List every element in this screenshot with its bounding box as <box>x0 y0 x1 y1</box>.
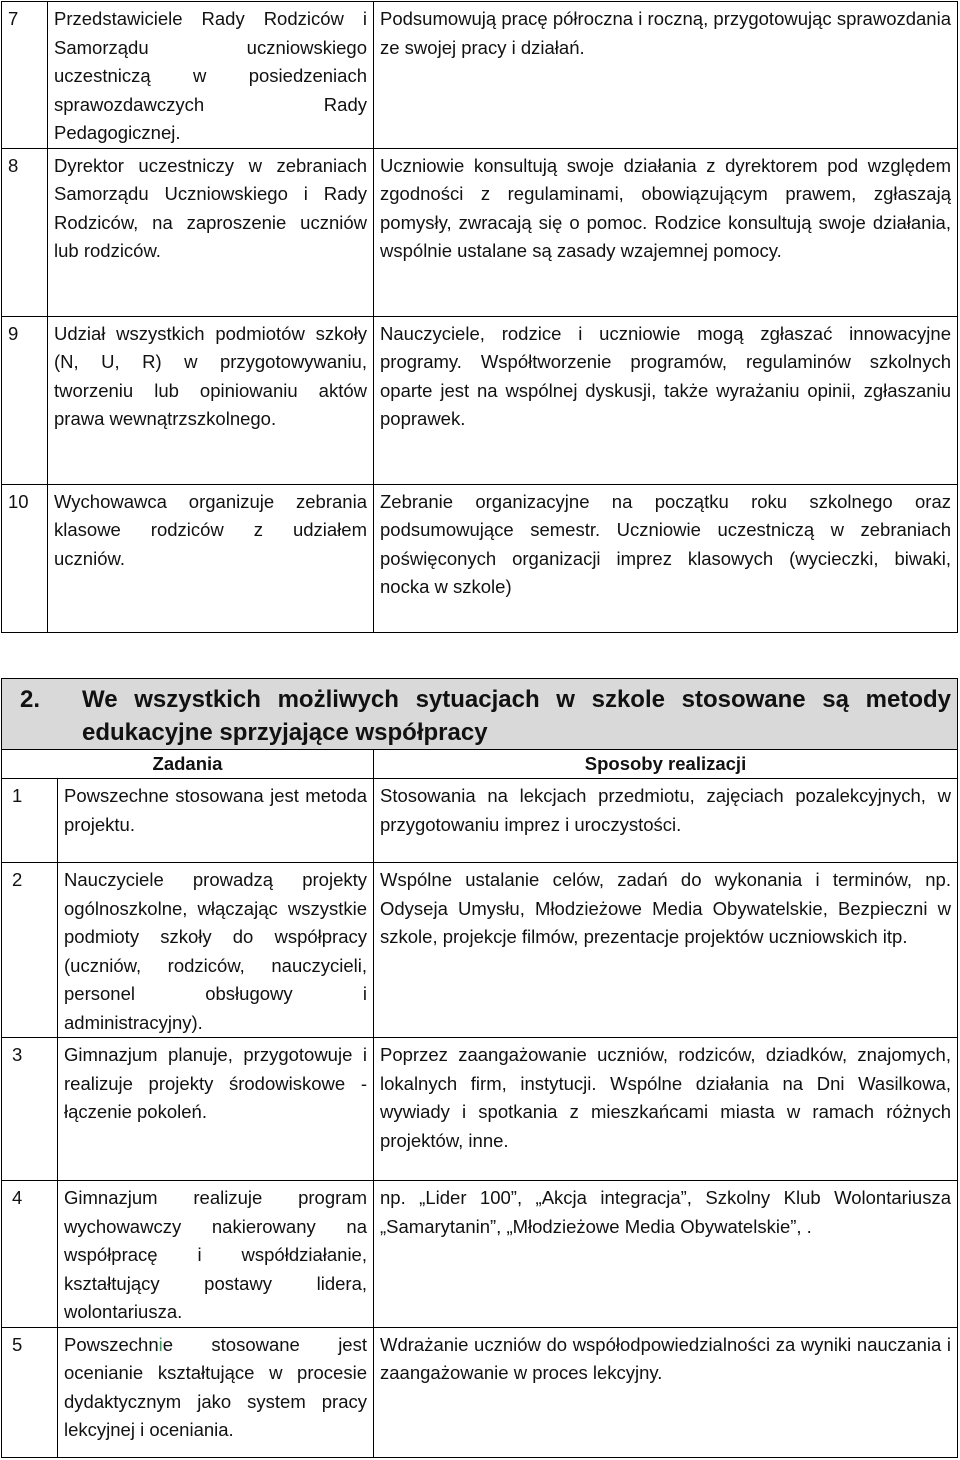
row-number: 8 <box>2 148 48 316</box>
row-number: 2 <box>2 863 58 1038</box>
method-cell: Zebranie organizacyjne na początku roku szkolnego oraz podsumowujące semestr. Uczniowie uczestniczą w zebraniach poświęconych organizacji imprez klasowych (wycieczki, biwaki, nocka w szkole) <box>374 484 958 632</box>
method-cell: Wspólne ustalanie celów, zadań do wykonania i terminów, np. Odyseja Umysłu, Młodzieżowe Media Obywatelskie, Bezpieczni w szkole, projekcje filmów, prezentacje projektów uczniowskich itp. <box>374 863 958 1038</box>
task-cell: Nauczyciele prowadzą projekty ogólnoszkolne, włączając wszystkie podmioty szkoły do współpracy (uczniów, rodziców, nauczycieli, personel obsługowy i administracyjny). <box>58 863 374 1038</box>
task-cell: Gimnazjum planuje, przygotowuje i realizuje projekty środowiskowe - łączenie pokoleń. <box>58 1038 374 1181</box>
method-cell: Nauczyciele, rodzice i uczniowie mogą zgłaszać innowacyjne programy. Współtworzenie programów, regulaminów szkolnych oparte jest na wspólnej dyskusji, także wyrażaniu opinii, zgłaszaniu poprawek. <box>374 316 958 484</box>
table-row <box>2 863 958 1038</box>
task-cell: Wychowawca organizuje zebrania klasowe rodziców z udziałem uczniów. <box>48 484 374 632</box>
row-number: 3 <box>2 1038 58 1181</box>
section-number: 2. <box>20 686 41 713</box>
row-number: 1 <box>2 779 58 863</box>
row-number: 9 <box>2 316 48 484</box>
task-cell: Powszechne stosowana jest metoda projektu. <box>58 779 374 863</box>
method-cell: Wdrażanie uczniów do współodpowiedzialności za wyniki nauczania i zaangażowanie w proces lekcyjny. <box>374 1327 958 1457</box>
task-cell: Udział wszystkich podmiotów szkoły (N, U, R) w przygotowywaniu, tworzeniu lub opiniowaniu aktów prawa wewnątrzszkolnego. <box>48 316 374 484</box>
section-heading-row <box>2 679 958 750</box>
table-row <box>2 1327 958 1457</box>
task-cell: Przedstawiciele Rady Rodziców i Samorządu uczniowskiego uczestniczą w posiedzeniach sprawozdawczych Rady Pedagogicznej. <box>48 2 374 149</box>
cooperation-table-part1 <box>1 1 958 633</box>
column-header-tasks: Zadania <box>2 750 374 779</box>
row-number: 4 <box>2 1181 58 1328</box>
table-row <box>2 1181 958 1328</box>
method-cell: Podsumowują pracę półroczna i roczną, przygotowując sprawozdania ze swojej pracy i działań. <box>374 2 958 149</box>
method-cell: np. „Lider 100”, „Akcja integracja”, Szkolny Klub Wolontariusza „Samarytanin”, „Młodzieżowe Media Obywatelskie”, . <box>374 1181 958 1328</box>
task-text-part: Powszechn <box>64 1333 159 1355</box>
section-title: We wszystkich możliwych sytuacjach w szkole stosowane są metody edukacyjne sprzyjające współpracy <box>82 686 951 746</box>
table-row <box>2 2 958 149</box>
task-cell <box>58 1327 374 1457</box>
task-text-part: e stosowane jest ocenianie kształtujące w procesie dydaktycznym jako system pracy lekcyjnej i oceniania. <box>64 1333 367 1440</box>
section-heading-cell <box>2 679 958 750</box>
row-number: 5 <box>2 1327 58 1457</box>
column-header-row <box>2 750 958 779</box>
cooperation-table-section2 <box>1 678 958 1458</box>
row-number: 7 <box>2 2 48 149</box>
section-heading <box>20 683 951 749</box>
table-row <box>2 779 958 863</box>
table-row <box>2 148 958 316</box>
column-header-methods: Sposoby realizacji <box>374 750 958 779</box>
table-row <box>2 484 958 632</box>
method-cell: Uczniowie konsultują swoje działania z dyrektorem pod względem zgodności z regulaminami, obowiązującym prawem, zgłaszają pomysły, zwracają się o pomoc. Rodzice konsultują swoje działania, wspólnie ustalane są zasady wzajemnej pomocy. <box>374 148 958 316</box>
method-cell: Poprzez zaangażowanie uczniów, rodziców, dziadków, znajomych, lokalnych firm, instytucji. Wspólne działania na Dni Wasilkowa, wywiady i spotkania z mieszkańcami miasta w ramach różnych projektów, inne. <box>374 1038 958 1181</box>
task-cell: Dyrektor uczestniczy w zebraniach Samorządu Uczniowskiego i Rady Rodziców, na zaproszenie uczniów lub rodziców. <box>48 148 374 316</box>
table-row <box>2 316 958 484</box>
task-cell: Gimnazjum realizuje program wychowawczy nakierowany na współpracę i współdziałanie, kształtujący postawy lidera, wolontariusza. <box>58 1181 374 1328</box>
table-row <box>2 1038 958 1181</box>
highlighted-letter: i <box>158 1333 163 1355</box>
row-number: 10 <box>2 484 48 632</box>
method-cell: Stosowania na lekcjach przedmiotu, zajęciach pozalekcyjnych, w przygotowaniu imprez i uroczystości. <box>374 779 958 863</box>
